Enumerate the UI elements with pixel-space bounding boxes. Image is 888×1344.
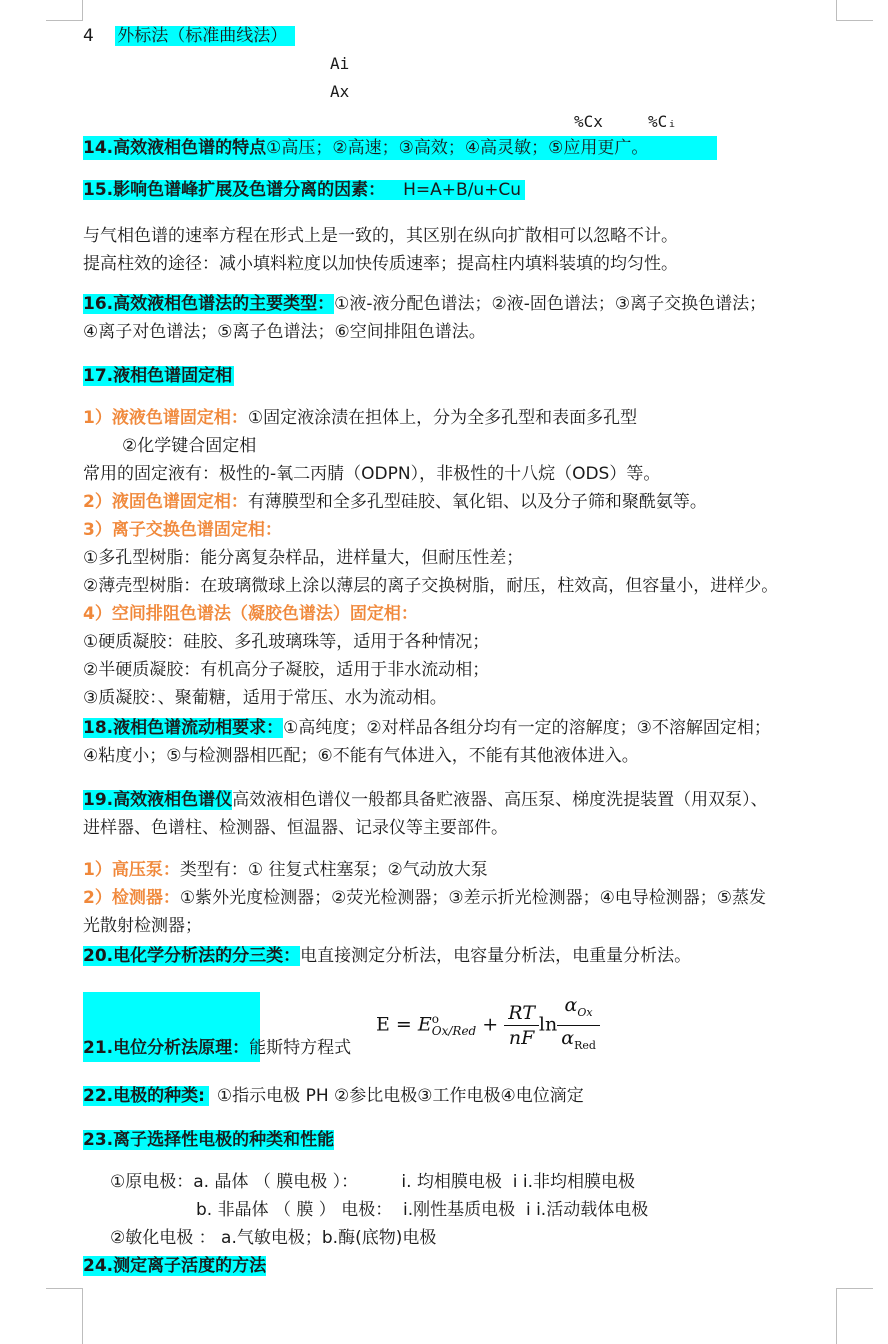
- eq-alpha-ox-sub: Ox: [577, 1005, 593, 1019]
- section-17-b-body: 有薄膜型和全多孔型硅胶、氧化铝、以及分子筛和聚酰氨等。: [247, 492, 707, 512]
- section-17-a-heading: 1）液液色谱固定相：: [83, 408, 248, 428]
- section-15: [83, 178, 525, 202]
- section-17-a-body: ①固定液涂渍在担体上，分为全多孔型和表面多孔型: [247, 408, 638, 428]
- section-17-a-body-3: 常用的固定液有：极性的-氧二丙腈（ODPN），非极性的十八烷（ODS）等。: [83, 464, 661, 484]
- crop-mark-top-left: [46, 0, 83, 21]
- section-17-c-body-2: ②薄壳型树脂：在玻璃微球上涂以薄层的离子交换树脂，耐压，柱效高，但容量小，进样少。: [83, 576, 779, 596]
- section-19-b-body: ①紫外光度检测器；②荧光检测器；③差示折光检测器；④电导检测器；⑤蒸发: [179, 888, 767, 908]
- formula-pci: %Cᵢ: [648, 112, 677, 131]
- section-20-heading: 20.电化学分析法的分三类：: [83, 946, 301, 966]
- page-header: [83, 24, 295, 48]
- section-19-body-1: 高效液相色谱仪一般都具备贮液器、高压泵、梯度洗提装置（用双泵）、: [232, 790, 768, 810]
- eq-alpha-red: α: [561, 1026, 575, 1049]
- nernst-equation: [376, 993, 600, 1058]
- formula-pcx: %Cx: [574, 112, 603, 131]
- section-23: [83, 1128, 334, 1152]
- crop-mark-bottom-left: [46, 1288, 83, 1344]
- section-19-body-2: 进样器、色谱柱、检测器、恒温器、记录仪等主要部件。: [83, 818, 508, 838]
- section-15-para-1: 与气相色谱的速率方程在形式上是一致的，其区别在纵向扩散相可以忽略不计。: [83, 226, 678, 246]
- section-19: [83, 788, 768, 812]
- section-17-c-body-1: ①多孔型树脂：能分离复杂样品，进样量大，但耐压性差；: [83, 548, 524, 568]
- section-19-a: [83, 858, 488, 882]
- section-17-b: [83, 490, 707, 514]
- section-17-d-heading: 4）空间排阻色谱法（凝胶色谱法）固定相：: [83, 604, 418, 624]
- formula-ax: Ax: [330, 82, 350, 101]
- page-number: 4: [83, 26, 94, 46]
- section-22: [83, 1084, 584, 1108]
- formula-ai: Ai: [330, 54, 350, 73]
- section-18-body-1: ①高纯度；②对样品各组分均有一定的溶解度；③不溶解固定相；: [283, 718, 771, 738]
- section-14-body: ①高压；②高速；③高效；④高灵敏；⑤应用更广。: [266, 138, 649, 158]
- section-15-formula: H=A+B/u+Cu: [403, 180, 525, 200]
- crop-mark-top-right: [836, 0, 873, 21]
- section-19-b-body-2: 光散射检测器；: [83, 916, 202, 936]
- section-17-d-body-1: ①硬质凝胶：硅胶、多孔玻璃珠等，适用于各种情况；: [83, 632, 490, 652]
- section-19-a-body: 类型有：① 往复式柱塞泵；②气动放大泵: [179, 860, 488, 880]
- section-23-line-3: ②敏化电极 ： a.气敏电极；b.酶(底物)电极: [110, 1228, 437, 1248]
- section-22-heading: 22.电极的种类:: [83, 1086, 209, 1106]
- section-19-heading: 19.高效液相色谱仪: [83, 790, 233, 810]
- eq-alpha-ox: α: [564, 994, 578, 1016]
- section-16: [83, 292, 766, 316]
- eq-e: E: [376, 1013, 390, 1036]
- eq-ln: ln: [538, 1013, 558, 1036]
- section-17-heading: 17.液相色谱固定相: [83, 366, 233, 386]
- section-23-heading: 23.离子选择性电极的种类和性能: [83, 1130, 335, 1150]
- section-17-a-body-2: ②化学键合固定相: [122, 436, 257, 456]
- eq-alpha-red-sub: Red: [574, 1038, 596, 1052]
- section-16-body-1: ①液-液分配色谱法；②液-固色谱法；③离子交换色谱法；: [334, 294, 767, 314]
- section-21-body: 能斯特方程式: [249, 1038, 352, 1058]
- section-21: [83, 1036, 351, 1060]
- eq-rt: RT: [504, 1001, 539, 1026]
- section-20: [83, 944, 691, 968]
- crop-mark-bottom-right: [836, 1288, 873, 1344]
- section-24: [83, 1254, 266, 1278]
- section-21-heading: 21.电位分析法原理：: [83, 1038, 250, 1058]
- section-17-d-body-2: ②半硬质凝胶：有机高分子凝胶，适用于非水流动相；: [83, 660, 490, 680]
- section-17-a: [83, 406, 637, 430]
- section-14-heading: 14.高效液相色谱的特点: [83, 138, 267, 158]
- eq-activity-ratio: [557, 993, 600, 1058]
- section-23-line-2: b. 非晶体 （ 膜 ） 电极： i.刚性基质电极 i i.活动载体电极: [196, 1200, 649, 1220]
- eq-plus: +: [482, 1013, 499, 1036]
- section-17-b-heading: 2）液固色谱固定相：: [83, 492, 248, 512]
- eq-e0: E: [417, 1013, 432, 1036]
- section-15-para-2: 提高柱效的途径：减小填料粒度以加快传质速率；提高柱内填料装填的均匀性。: [83, 254, 678, 274]
- section-14: [83, 136, 717, 160]
- section-16-body-2: ④离子对色谱法；⑤离子色谱法；⑥空间排阻色谱法。: [83, 322, 486, 342]
- section-24-heading: 24.测定离子活度的方法: [83, 1256, 267, 1276]
- eq-sub: Ox/Red: [431, 1024, 477, 1039]
- eq-sup: o: [431, 1012, 439, 1027]
- eq-rt-over-nf: [504, 1001, 539, 1050]
- section-19-a-heading: 1）高压泵：: [83, 860, 180, 880]
- section-17-c-heading: 3）离子交换色谱固定相：: [83, 520, 282, 540]
- section-19-b: [83, 886, 766, 910]
- section-20-body: 电直接测定分析法，电容量分析法，电重量分析法。: [300, 946, 692, 966]
- section-22-body: ①指示电极 PH ②参比电极③工作电极④电位滴定: [216, 1086, 584, 1106]
- section-19-b-heading: 2）检测器：: [83, 888, 180, 908]
- section-18-body-2: ④粘度小；⑤与检测器相匹配；⑥不能有气体进入，不能有其他液体进入。: [83, 746, 639, 766]
- section-15-heading: 15.影响色谱峰扩展及色谱分离的因素：: [83, 180, 403, 200]
- eq-equals: =: [395, 1013, 412, 1036]
- section-title-external-standard: 外标法（标准曲线法）: [115, 26, 295, 46]
- section-18: [83, 716, 771, 740]
- section-17: [83, 364, 234, 388]
- eq-nf: nF: [508, 1026, 535, 1049]
- section-23-line-1: ①原电极：a. 晶体 （ 膜电极 ）： i. 均相膜电极 i i.非均相膜电极: [110, 1172, 635, 1192]
- section-17-d-body-3: ③质凝胶：、聚葡糖，适用于常压、水为流动相。: [83, 688, 447, 708]
- section-16-heading: 16.高效液相色谱法的主要类型：: [83, 294, 335, 314]
- section-18-heading: 18.液相色谱流动相要求：: [83, 718, 284, 738]
